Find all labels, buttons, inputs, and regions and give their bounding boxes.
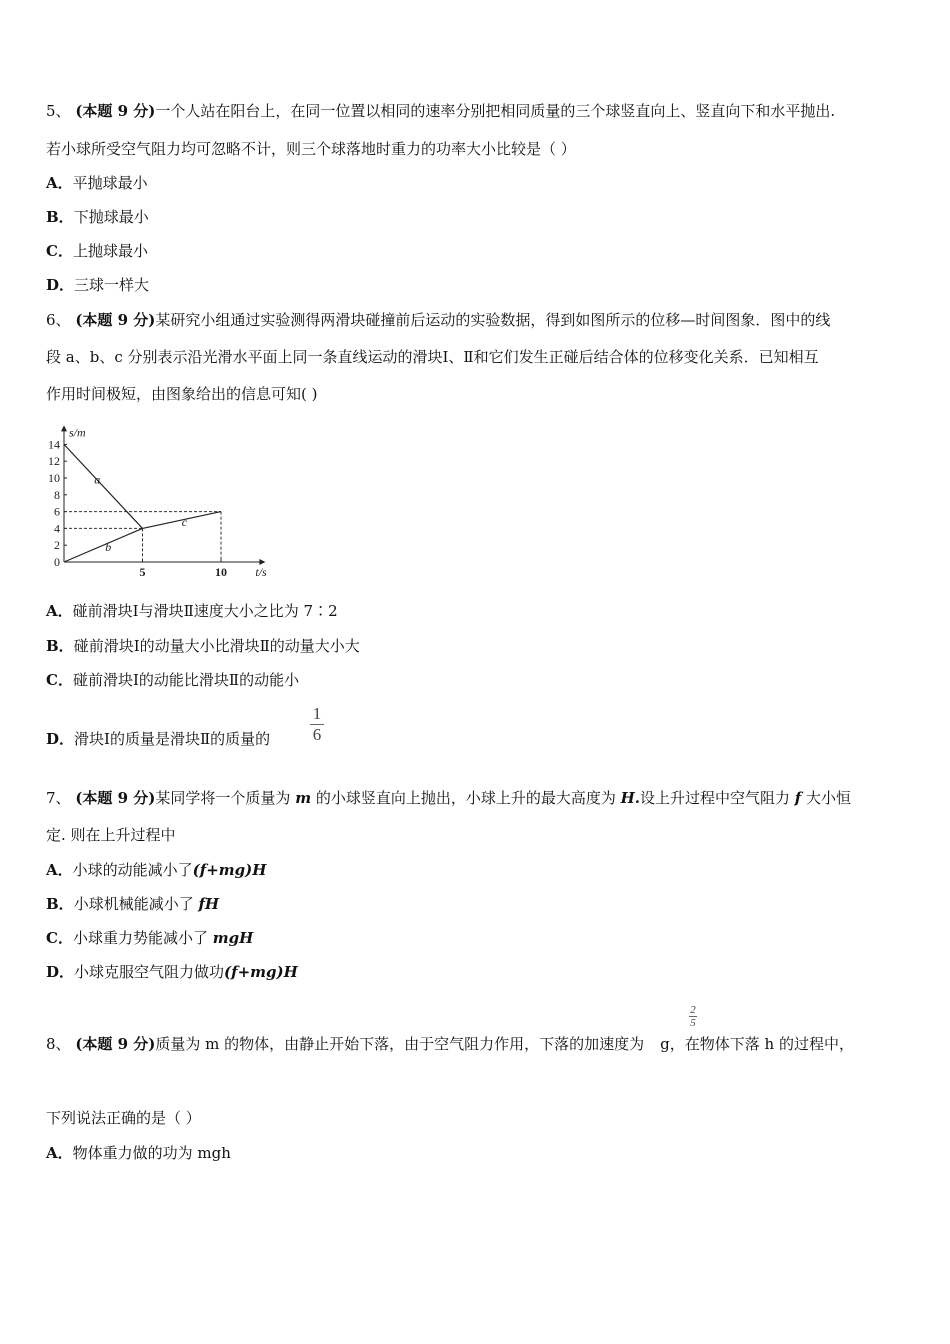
- q7-score: (本题 9 分): [75, 789, 156, 807]
- q7-option-b: B．小球机械能减小了 fH: [46, 895, 220, 913]
- series-c-label: c: [181, 515, 188, 529]
- q7-option-c: C．小球重力势能减小了 mgH: [46, 929, 254, 947]
- q8-number: 8、: [46, 1035, 71, 1053]
- series-b-label: b: [105, 540, 112, 555]
- y-tick-label: 4: [54, 521, 60, 536]
- displacement-time-graph: [40, 414, 280, 584]
- q8-fraction: 2 5: [690, 1004, 696, 1029]
- q6-stem-line1: 6、 (本题 9 分)某研究小组通过实验测得两滑块碰撞前后运动的实验数据，得到如图所示的位移—时间图象．图中的线: [46, 311, 831, 329]
- q6-number: 6、: [46, 311, 71, 329]
- q6-option-c: C．碰前滑块Ⅰ的动能比滑块Ⅱ的动能小: [46, 671, 300, 689]
- q5-stem-line2: 若小球所受空气阻力均可忽略不计，则三个球落地时重力的功率大小比较是（ ）: [46, 140, 576, 158]
- q8-stem-line1: 8、 (本题 9 分)质量为 m 的物体，由静止开始下落，由于空气阻力作用，下落的加速度为 g，在物体下落 h 的过程中，: [46, 1035, 854, 1053]
- q7-stem-line1: 7、 (本题 9 分)某同学将一个质量为 m 的小球竖直向上抛出，小球上升的最大高度为 H.设上升过程中空气阻力 f 大小恒: [46, 789, 852, 807]
- q5-option-c: C．上抛球最小: [46, 242, 148, 260]
- x-axis-label: t/s: [255, 565, 267, 579]
- y-tick-label: 2: [54, 538, 60, 553]
- q5-stem-text1: 一个人站在阳台上，在同一位置以相同的速率分别把相同质量的三个球竖直向上、竖直向下和水平抛出.: [155, 102, 836, 120]
- series-a-line: [64, 444, 143, 528]
- y-tick-label: 12: [48, 454, 60, 469]
- graph-axes: [61, 425, 265, 565]
- q6-option-a: A．碰前滑块Ⅰ与滑块Ⅱ速度大小之比为 7∶2: [46, 602, 338, 620]
- y-tick-label: 10: [48, 471, 60, 485]
- y-tick-label: 14: [48, 437, 60, 452]
- q6-option-d: D．滑块Ⅰ的质量是滑块Ⅱ的质量的: [46, 730, 271, 748]
- q8-score: (本题 9 分): [75, 1035, 156, 1053]
- q7-number: 7、: [46, 789, 71, 807]
- series-b-line: [64, 528, 143, 562]
- q8-option-a: A．物体重力做的功为 mgh: [46, 1144, 231, 1162]
- y-tick-label: 8: [54, 487, 60, 502]
- y-axis-label: s/m: [69, 425, 86, 440]
- q6-stem-line3: 作用时间极短，由图象给出的信息可知( ): [46, 385, 318, 403]
- y-axis-arrow-icon: [61, 425, 67, 431]
- q5-option-d: D．三球一样大: [46, 276, 150, 294]
- x-tick-label: 5: [139, 565, 146, 579]
- q5-number: 5、: [46, 102, 71, 120]
- y-tick-label: 0: [54, 555, 60, 569]
- q7-stem-line2: 定. 则在上升过程中: [46, 826, 176, 844]
- q6-option-b: B．碰前滑块Ⅰ的动量大小比滑块Ⅱ的动量大小大: [46, 637, 360, 655]
- q7-option-a: A．小球的动能减小了(f+mg)H: [46, 861, 267, 879]
- q6-score: (本题 9 分): [75, 311, 156, 329]
- q8-stem-line2: 下列说法正确的是（ ）: [46, 1109, 201, 1127]
- q6-fraction: 1 6: [310, 704, 324, 745]
- y-tick-label: 6: [54, 504, 60, 519]
- q7-option-d: D．小球克服空气阻力做功(f+mg)H: [46, 963, 298, 981]
- x-tick-label: 10: [215, 565, 227, 579]
- q5-score: (本题 9 分): [75, 102, 156, 120]
- q5-option-b: B．下抛球最小: [46, 208, 149, 226]
- series-a-label: a: [94, 472, 101, 487]
- q5-option-a: A．平抛球最小: [46, 174, 148, 192]
- graph-guide-lines: [64, 512, 221, 562]
- q5-stem-line1: [46, 101, 835, 121]
- graph-labels: [48, 425, 267, 579]
- q6-stem-line2: 段 a、b、c 分别表示沿光滑水平面上同一条直线运动的滑块Ⅰ、Ⅱ和它们发生正碰后结合体的位移变化关系．已知相互: [46, 348, 819, 366]
